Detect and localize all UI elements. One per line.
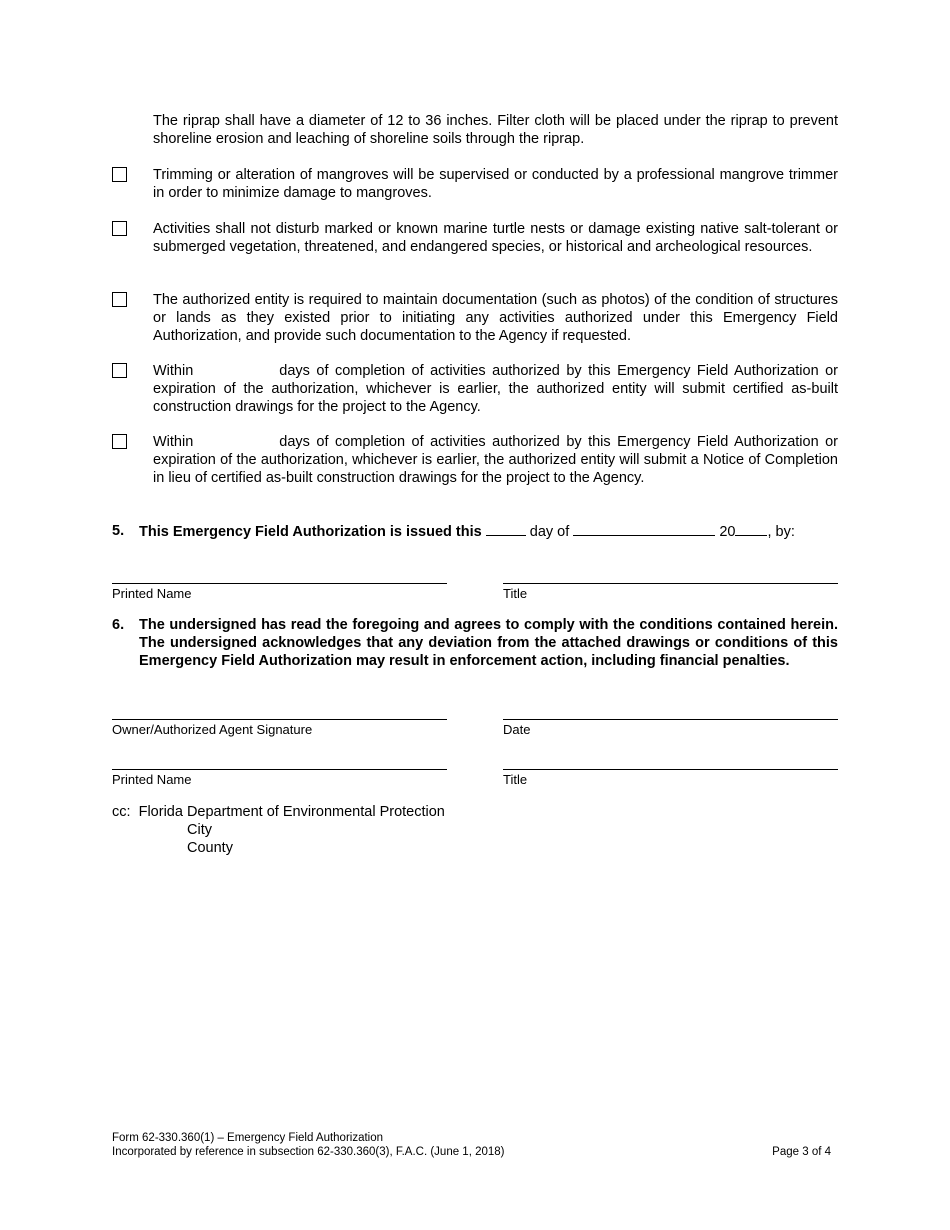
notice-of-completion-checkbox[interactable] bbox=[112, 434, 127, 449]
day-of-label: day of bbox=[529, 524, 570, 540]
section-5 bbox=[112, 522, 838, 541]
footer-form-name: Form 62-330.360(1) – Emergency Field Authorization bbox=[112, 1132, 384, 1144]
documentation-condition-text: The authorized entity is required to maintain documentation (such as photos) of the condition of structures or lands as they existed prior to initiating any activities authorized under this Emergency Field Authorization, and provide such documentation to the Agency if requested. bbox=[153, 292, 838, 344]
section-6-number: 6. bbox=[112, 617, 125, 633]
footer-reference: Incorporated by reference in subsection 62-330.360(3), F.A.C. (June 1, 2018) bbox=[112, 1146, 505, 1158]
asbuilt-condition-text: days of completion of activities authorized by this Emergency Field Authorization or expiration of the authorization, whichever is earlier, the authorized entity will submit certified as-built construction drawings for the project to the Agency. bbox=[153, 363, 838, 415]
cc-label: cc: bbox=[112, 804, 131, 820]
documentation-checkbox[interactable] bbox=[112, 292, 127, 307]
title-label-2: Title bbox=[503, 772, 528, 787]
owner-signature-line[interactable] bbox=[112, 719, 447, 720]
page-number: Page 3 of 4 bbox=[772, 1146, 831, 1158]
printed-name-line-1[interactable] bbox=[112, 583, 447, 584]
title-line-2[interactable] bbox=[503, 769, 838, 770]
asbuilt-drawings-checkbox[interactable] bbox=[112, 363, 127, 378]
asbuilt-drawings-condition bbox=[153, 362, 838, 416]
date-label: Date bbox=[503, 722, 531, 737]
owner-signature-label: Owner/Authorized Agent Signature bbox=[112, 722, 313, 737]
notice-within-label: Within bbox=[153, 434, 194, 450]
issue-day-field[interactable] bbox=[486, 522, 526, 536]
year-prefix: 20 bbox=[719, 524, 736, 540]
title-label-1: Title bbox=[503, 586, 528, 601]
cc-line-3: County bbox=[187, 840, 233, 856]
mangrove-condition-text: Trimming or alteration of mangroves will be supervised or conducted by a professional mangrove trimmer in order to minimize damage to mangroves. bbox=[153, 167, 838, 201]
issue-month-field[interactable] bbox=[573, 522, 715, 536]
notice-condition-text: days of completion of activities authorized by this Emergency Field Authorization or expiration of the authorization, whichever is earlier, the authorized entity will submit a Notice of Completion in lieu of certified as-built construction drawings for the project to the Agency. bbox=[153, 434, 838, 486]
cc-block bbox=[112, 803, 445, 821]
by-label: , by: bbox=[767, 524, 795, 540]
date-line[interactable] bbox=[503, 719, 838, 720]
printed-name-line-2[interactable] bbox=[112, 769, 447, 770]
section-6-text: The undersigned has read the foregoing and agrees to comply with the conditions contained herein. The undersigned acknowledges that any deviation from the attached drawings or conditions of this Emergency Field Authorization may result in enforcement action, including financial penalties. bbox=[139, 617, 838, 669]
printed-name-label-2: Printed Name bbox=[112, 772, 192, 787]
asbuilt-within-label: Within bbox=[153, 363, 194, 379]
section-6 bbox=[112, 616, 838, 670]
notice-of-completion-condition bbox=[153, 433, 838, 487]
mangrove-checkbox[interactable] bbox=[112, 167, 127, 182]
section-5-number: 5. bbox=[112, 523, 125, 539]
printed-name-label-1: Printed Name bbox=[112, 586, 192, 601]
title-line-1[interactable] bbox=[503, 583, 838, 584]
issue-year-field[interactable] bbox=[735, 522, 767, 536]
cc-line-2: City bbox=[187, 822, 212, 838]
cc-line-1: Florida Department of Environmental Protection bbox=[138, 804, 445, 820]
section-5-text: This Emergency Field Authorization is issued this bbox=[139, 524, 482, 540]
riprap-condition-text: The riprap shall have a diameter of 12 to 36 inches. Filter cloth will be placed under the riprap to prevent shoreline erosion and leaching of shoreline soils through the riprap. bbox=[153, 113, 838, 147]
turtle-nest-checkbox[interactable] bbox=[112, 221, 127, 236]
turtle-nest-condition-text: Activities shall not disturb marked or known marine turtle nests or damage existing native salt-tolerant or submerged vegetation, threatened, and endangered species, or historical and archeological resources. bbox=[153, 221, 838, 255]
